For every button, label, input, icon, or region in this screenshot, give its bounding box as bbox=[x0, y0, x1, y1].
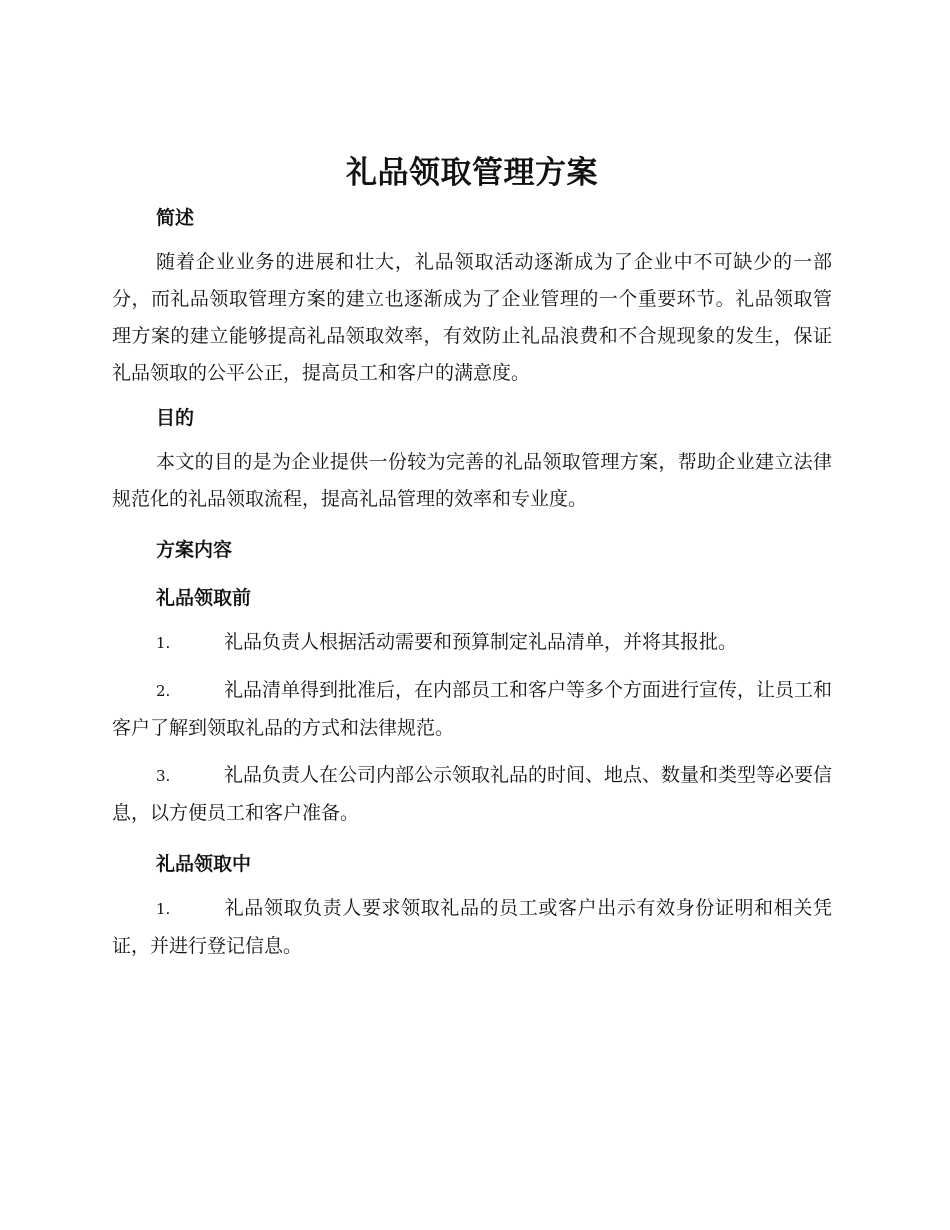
section-heading-content: 方案内容 bbox=[156, 539, 233, 561]
list-number: 1. bbox=[156, 634, 171, 652]
list-item bbox=[112, 624, 832, 662]
section-heading-during: 礼品领取中 bbox=[156, 853, 252, 875]
list-number: 3. bbox=[156, 767, 171, 785]
section-heading-summary: 简述 bbox=[156, 207, 195, 229]
list-item-text: 礼品负责人在公司内部公示领取礼品的时间、地点、数量和类型等必要信息，以方便员工和客户准备。 bbox=[112, 764, 833, 824]
summary-paragraph: 随着企业业务的进展和壮大，礼品领取活动逐渐成为了企业中不可缺少的一部分，而礼品领取管理方案的建立也逐渐成为了企业管理的一个重要环节。礼品领取管理方案的建立能够提高礼品领取效率，有效防止礼品浪费和不合规现象的发生，保证礼品领取的公平公正，提高员工和客户的满意度。 bbox=[112, 251, 832, 384]
list-number: 1. bbox=[156, 900, 171, 918]
section-heading-before: 礼品领取前 bbox=[156, 587, 252, 609]
document-body bbox=[112, 150, 832, 965]
list-number: 2. bbox=[156, 682, 171, 700]
list-item bbox=[112, 672, 832, 747]
list-item bbox=[112, 890, 832, 965]
list-item-text: 礼品清单得到批准后，在内部员工和客户等多个方面进行宣传，让员工和客户了解到领取礼品的方式和法律规范。 bbox=[112, 679, 833, 739]
section-heading-purpose: 目的 bbox=[156, 407, 195, 429]
document-title: 礼品领取管理方案 bbox=[346, 155, 598, 191]
list-item-text: 礼品负责人根据活动需要和预算制定礼品清单，并将其报批。 bbox=[224, 631, 738, 653]
list-item bbox=[112, 757, 832, 832]
list-item-text: 礼品领取负责人要求领取礼品的员工或客户出示有效身份证明和相关凭证，并进行登记信息。 bbox=[112, 897, 832, 957]
purpose-paragraph: 本文的目的是为企业提供一份较为完善的礼品领取管理方案，帮助企业建立法律规范化的礼品领取流程，提高礼品管理的效率和专业度。 bbox=[112, 451, 832, 510]
